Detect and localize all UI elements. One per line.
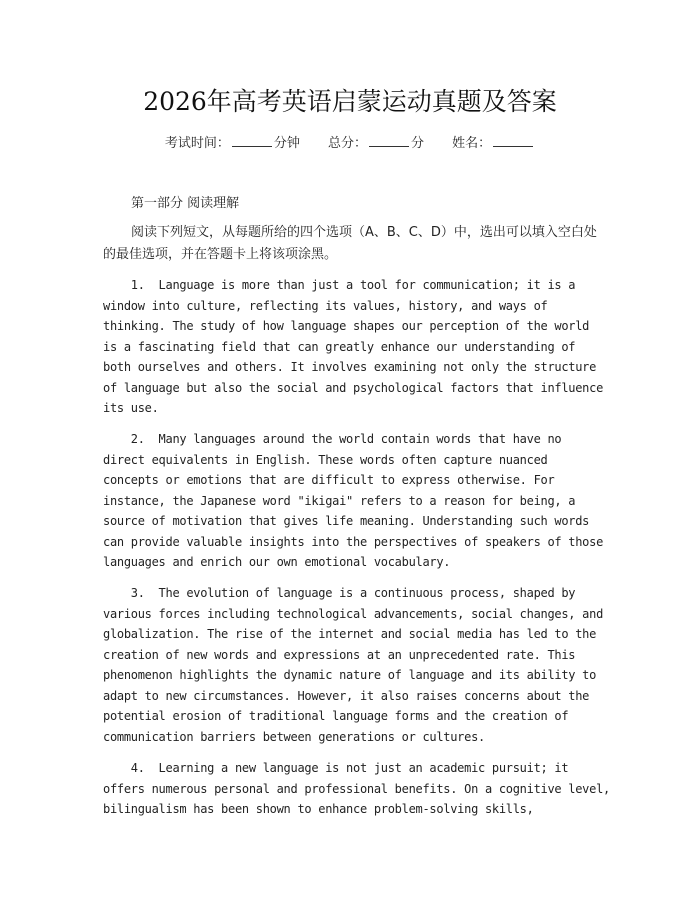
instructions-paragraph: 阅读下列短文，从每题所给的四个选项（A、B、C、D）中，选出可以填入空白处的最佳选项，并在答题卡上将该项涂黑。 [103,225,597,262]
passage-1: 1. Language is more than just a tool for communication; it is a window into culture, reflecting its values, history, and ways of thinking. The study of how language shapes our perception of the world is a fascinating field that can greatly enhance our understanding of both ourselves and others. It involves examining not only the structure of language but also the social and psychological factors that influence its use. [103,278,604,415]
passage-4: 4. Learning a new language is not just an academic pursuit; it offers numerous personal and professional benefits. On a cognitive level, bilingualism has been shown to enhance problem-solving skills, [103,761,610,816]
student-name-field [452,132,535,151]
exam-time-blank [232,134,272,147]
total-score-blank [369,134,409,147]
passage-2: 2. Many languages around the world contain words that have no direct equivalents in English. These words often capture nuanced concepts or emotions that are difficult to express otherwise. For instance, the Japanese word "ikigai" refers to a reason for being, a source of motivation that gives life meaning. Understanding such words can provide valuable insights into the perspectives of speakers of those languages and enrich our own emotional vocabulary. [103,432,604,569]
passage-3: 3. The evolution of language is a continuous process, shaped by various forces including technological advancements, social changes, and globalization. The rise of the internet and social media has led to the creation of new words and expressions at an unprecedented rate. This phenomenon highlights the dynamic nature of language and its ability to adapt to new circumstances. However, it also raises concerns about the potential erosion of traditional language forms and the creation of communication barriers between generations or cultures. [103,586,604,744]
exam-time-label: 考试时间： [164,136,230,151]
total-score-field [328,132,424,151]
total-score-label: 总分： [327,136,367,151]
exam-time-field [165,132,300,151]
student-name-blank [493,134,533,147]
section-heading: 第一部分 阅读理解 [131,196,240,211]
total-score-unit: 分 [411,136,425,151]
student-name-label: 姓名： [452,136,492,151]
exam-time-unit: 分钟 [273,136,300,151]
exam-info-line [0,132,700,151]
document-title: 2026年高考英语启蒙运动真题及答案 [143,87,557,116]
